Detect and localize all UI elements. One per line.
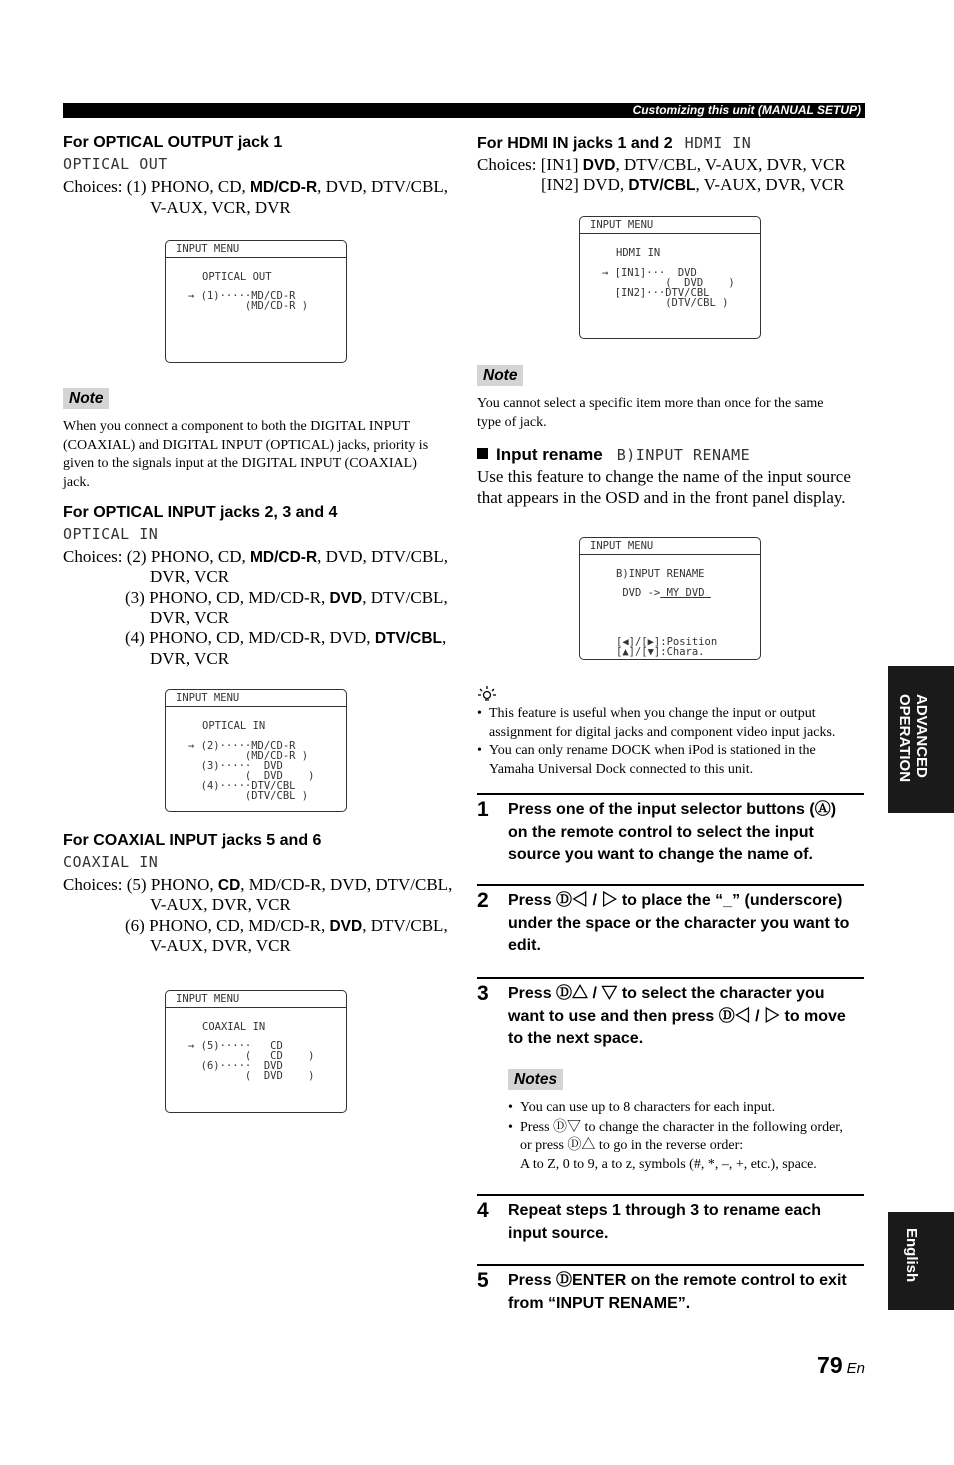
lcd-line: OPTICAL OUT (202, 271, 272, 283)
coaxial-in-heading: For COAXIAL INPUT jacks 5 and 6 (63, 832, 322, 849)
lcd-line: (6)····· DVD (188, 1060, 283, 1072)
optical-in-heading: For OPTICAL INPUT jacks 2, 3 and 4 (63, 504, 338, 521)
side-tab-english (888, 1212, 954, 1310)
step-3-text: Press Ⓓ△ / ▽ to select the character you want to use and then press Ⓓ◁ / ▷ to move to the next space. (508, 985, 846, 1047)
lcd-line: (DTV/CBL ) (602, 297, 729, 309)
lcd-line: (MD/CD-R ) (188, 300, 309, 312)
optical-in-choice-3: (3) PHONO, CD, MD/CD-R, DVD, DTV/CBL, (125, 588, 448, 607)
lcd-line: DVD -> MY DVD (616, 587, 711, 599)
coaxial-in-code: COAXIAL IN (63, 853, 159, 871)
optical-out-heading: For OPTICAL OUTPUT jack 1 (63, 134, 283, 151)
divider (477, 1264, 864, 1266)
list-item: • You can use up to 8 characters for each input. (508, 1099, 843, 1118)
lcd-line: ( DVD ) (188, 770, 315, 782)
optical-in-choice-3-line2: DVR, VCR (150, 608, 230, 627)
square-bullet-icon (477, 448, 488, 459)
divider (477, 977, 864, 979)
side-tab-line: English (903, 1228, 920, 1283)
input-rename-heading: Input rename (496, 445, 603, 464)
step-number: 3 (477, 982, 489, 1005)
optical-in-choice-4-line2: DVR, VCR (150, 649, 230, 668)
optical-in-code: OPTICAL IN (63, 525, 159, 543)
lcd-line: [◀]/[▶]:Position (616, 636, 718, 648)
input-rename-heading-row (477, 445, 750, 465)
lcd-hdmi-in (579, 216, 761, 339)
hdmi-heading: For HDMI IN jacks 1 and 2 (477, 135, 673, 152)
lcd-title: INPUT MENU (176, 993, 240, 1005)
lcd-line: ( DVD ) (188, 1070, 315, 1082)
lcd-line: B)INPUT RENAME (616, 568, 705, 580)
hdmi-code: HDMI IN (684, 134, 752, 152)
lcd-line: ( DVD ) (602, 277, 735, 289)
divider (477, 1194, 864, 1196)
optical-out-code: OPTICAL OUT (63, 155, 168, 173)
step-number: 1 (477, 798, 489, 821)
lcd-line: → [IN1]··· DVD (602, 267, 697, 279)
coaxial-in-choice-5: Choices: (5) PHONO, CD, MD/CD-R, DVD, DTV/CBL, (63, 875, 453, 894)
lcd-title: INPUT MENU (590, 540, 654, 552)
optical-in-choice-4: (4) PHONO, CD, MD/CD-R, DVD, DTV/CBL, (125, 628, 447, 647)
input-rename-body: Use this feature to change the name of the input source that appears in the OSD and in the front panel display. (477, 467, 851, 507)
section-title: Customizing this unit (MANUAL SETUP) (632, 103, 861, 117)
hdmi-choices-2: [IN2] DVD, DTV/CBL, V-AUX, DVR, VCR (541, 175, 845, 194)
optical-out-choices-line2: V-AUX, VCR, DVR (150, 198, 291, 217)
divider (477, 884, 864, 886)
step-number: 5 (477, 1269, 489, 1292)
notes-list (508, 1099, 843, 1174)
note-text: You cannot select a specific item more than once for the same type of jack. (477, 396, 824, 430)
page-number: 79 (817, 1352, 843, 1378)
lcd-line: OPTICAL IN (202, 720, 266, 732)
list-item: • Press Ⓓ▽ to change the character in the following order, or press Ⓓ△ to go in the reverse order: A to Z, 0 to 9, a to z, symbols (#, *, –, +, etc.), space. (508, 1119, 843, 1175)
lcd-title: INPUT MENU (590, 219, 654, 231)
tips-list (477, 705, 835, 779)
lcd-line: (DTV/CBL ) (188, 790, 309, 802)
notes-label: Notes (508, 1069, 563, 1090)
lcd-line: → (1)·····MD/CD-R (188, 290, 296, 302)
input-rename-code: B)INPUT RENAME (616, 446, 751, 464)
coaxial-in-choice-6-line2: V-AUX, DVR, VCR (150, 936, 291, 955)
lcd-title: INPUT MENU (176, 692, 240, 704)
lcd-optical-in (165, 689, 347, 812)
step-number: 4 (477, 1199, 489, 1222)
hdmi-heading-row (477, 133, 751, 154)
note-text: When you connect a component to both the DIGITAL INPUT (COAXIAL) and DIGITAL INPUT (OPTICAL) jacks, priority is given to the signals input at the DIGITAL INPUT (COAXIAL) jack. (63, 419, 429, 490)
step-4-text: Repeat steps 1 through 3 to rename each input source. (508, 1202, 821, 1242)
page-lang: En (846, 1360, 865, 1377)
lcd-line: (3)····· DVD (188, 760, 283, 772)
optical-in-choice-2-line2: DVR, VCR (150, 567, 230, 586)
hdmi-choices-1: Choices: [IN1] DVD, DTV/CBL, V-AUX, DVR, VCR (477, 155, 846, 174)
side-tab-line: ADVANCED (913, 694, 930, 778)
step-5-text: Press ⒹENTER on the remote control to exit from “INPUT RENAME”. (508, 1272, 847, 1312)
lcd-line: (MD/CD-R ) (188, 750, 309, 762)
optical-out-choices: Choices: (1) PHONO, CD, MD/CD-R, DVD, DTV/CBL, (63, 177, 448, 196)
tip-lightbulb-icon (477, 685, 497, 703)
coaxial-in-choice-6: (6) PHONO, CD, MD/CD-R, DVD, DTV/CBL, (125, 916, 448, 935)
note-label: Note (63, 388, 109, 409)
lcd-line: (4)·····DTV/CBL (188, 780, 296, 792)
divider (477, 793, 864, 795)
step-1-text: Press one of the input selector buttons (Ⓐ) on the remote control to select the input source you want to change the name of. (508, 801, 837, 863)
note-label: Note (477, 365, 523, 386)
lcd-line: → (2)·····MD/CD-R (188, 740, 296, 752)
lcd-optical-out (165, 240, 347, 363)
lcd-line: [▲]/[▼]:Chara. (616, 646, 705, 658)
optical-in-choice-2: Choices: (2) PHONO, CD, MD/CD-R, DVD, DTV/CBL, (63, 547, 448, 566)
list-item: • You can only rename DOCK when iPod is stationed in the Yamaha Universal Dock connected to this unit. (477, 742, 835, 779)
coaxial-in-choice-5-line2: V-AUX, DVR, VCR (150, 895, 291, 914)
lcd-input-rename (579, 537, 761, 660)
lcd-coaxial-in (165, 990, 347, 1113)
page-number-block (817, 1352, 865, 1379)
lcd-line: HDMI IN (616, 247, 661, 259)
lcd-line: COAXIAL IN (202, 1021, 266, 1033)
lcd-line: [IN2]···DTV/CBL (602, 287, 710, 299)
list-item: • This feature is useful when you change the input or output assignment for digital jacks and component video input jacks. (477, 705, 835, 742)
lcd-line: → (5)····· CD (188, 1040, 283, 1052)
header-bar (63, 103, 865, 118)
rename-value: MY DVD (660, 587, 711, 599)
lcd-title: INPUT MENU (176, 243, 240, 255)
step-number: 2 (477, 889, 489, 912)
step-2-text: Press Ⓓ◁ / ▷ to place the “_” (underscore) under the space or the character you want to edit. (508, 892, 850, 954)
lcd-line: ( CD ) (188, 1050, 315, 1062)
side-tab-line: OPERATION (896, 694, 913, 783)
side-tab-advanced-operation (888, 666, 954, 813)
